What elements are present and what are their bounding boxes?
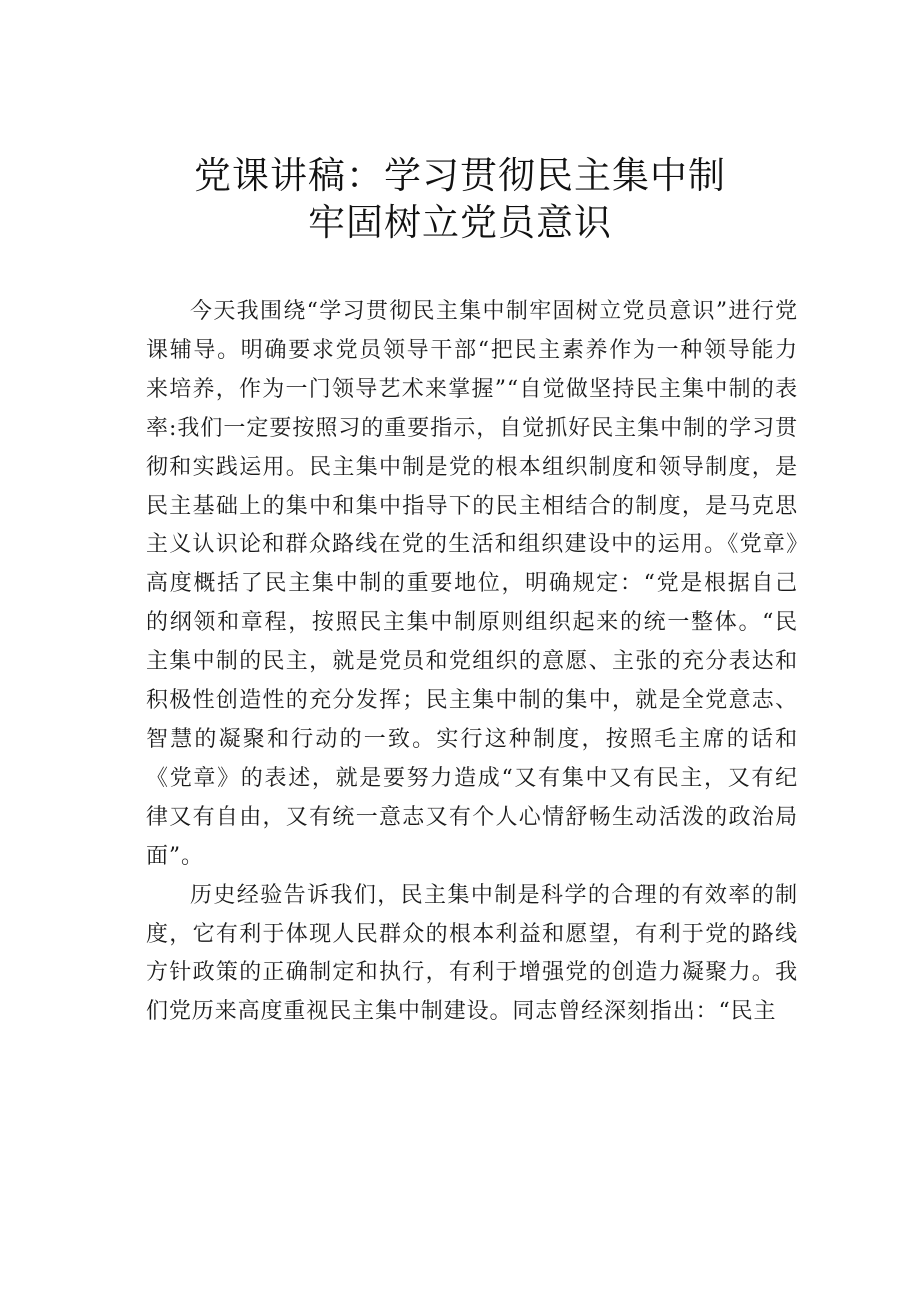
title-line-2: 牢固树立党员意识 bbox=[308, 201, 612, 244]
paragraph: 今天我围绕“学习贯彻民主集中制牢固树立党员意识”进行党课辅导。明确要求党员领导干部“把民主素养作为一种领导能力来培养，作为一门领导艺术来掌握”“自觉做坚持民主集中制的表率:我们一定要按照习的重要指示，自觉抓好民主集中制的学习贯彻和实践运用。民主集中制是党的根本组织制度和领导制度，是民主基础上的集中和集中指导下的民主相结合的制度，是马克思主义认识论和群众路线在党的生活和组织建设中的运用。《党章》高度概括了民主集中制的重要地位，明确规定：“党是根据自己的纲领和章程，按照民主集中制原则组织起来的统一整体。“民主集中制的民主，就是党员和党组织的意愿、主张的充分表达和积极性创造性的充分发挥；民主集中制的集中，就是全党意志、智慧的凝聚和行动的一致。实行这种制度，按照毛主席的话和《党章》的表述，就是要努力造成“又有集中又有民主，又有纪律又有自由，又有统一意志又有个人心情舒畅生动活泼的政治局面”。 bbox=[146, 299, 798, 869]
paragraph: 历史经验告诉我们，民主集中制是科学的合理的有效率的制度，它有利于体现人民群众的根本利益和愿望，有利于党的路线方针政策的正确制定和执行，有利于增强党的创造力凝聚力。我们党历来高度重视民主集中制建设。同志曾经深刻指出：“民主 bbox=[146, 882, 798, 1025]
document-body bbox=[146, 293, 798, 1032]
document-title bbox=[0, 152, 920, 246]
title-line-1: 党课讲稿：学习贯彻民主集中制 bbox=[194, 154, 726, 197]
